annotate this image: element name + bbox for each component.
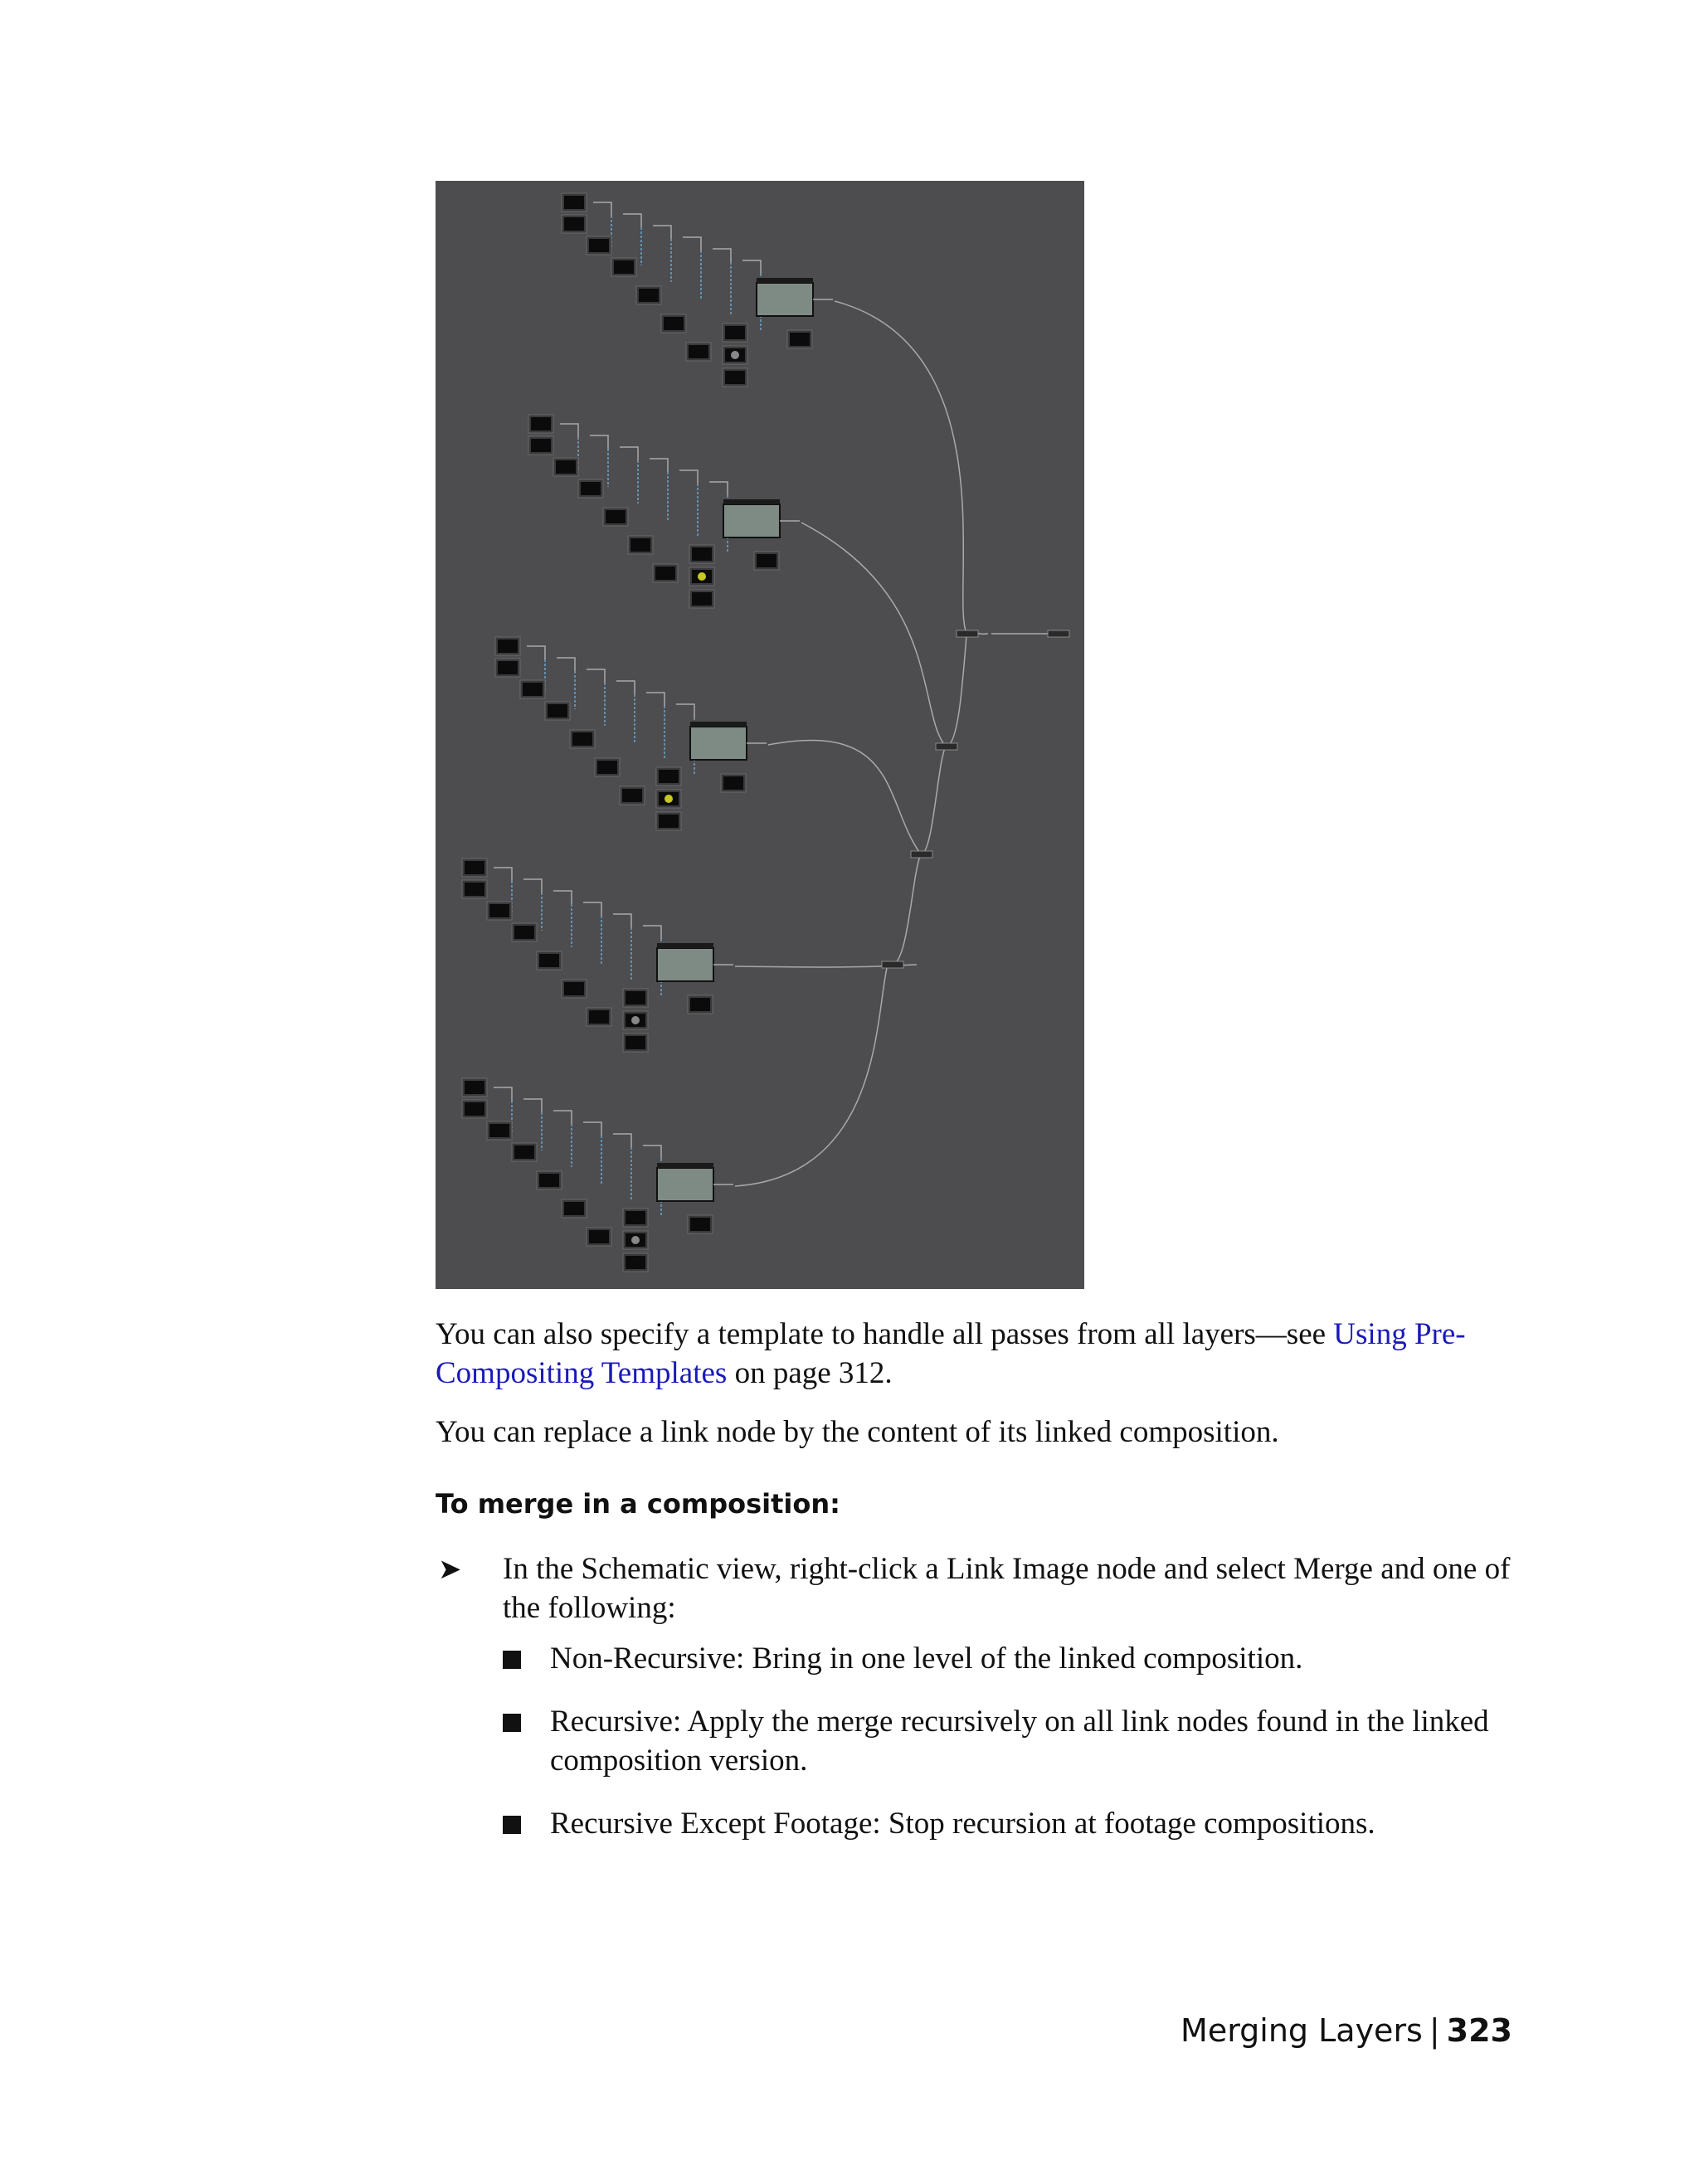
group-4-lower-node-0 — [626, 991, 645, 1004]
group-3-step-wire-4 — [646, 693, 665, 706]
tree-merge-node-2 — [911, 851, 932, 858]
group-4-step-wire-0 — [494, 868, 512, 881]
group-3-merge-node — [690, 727, 747, 760]
group-5-step-wire-2 — [553, 1111, 572, 1124]
group-3-lower-dot — [665, 795, 673, 803]
tree-wire-a — [835, 301, 966, 633]
group-3-node-6 — [622, 789, 642, 802]
square-bullet-icon — [503, 1816, 521, 1834]
group-1-node-2 — [589, 239, 609, 252]
group-5-side-node — [690, 1218, 710, 1231]
group-1-node-0 — [564, 196, 584, 209]
group-4-step-wire-4 — [613, 914, 631, 927]
group-1-step-wire-3 — [683, 237, 701, 251]
group-2-node-6 — [655, 567, 675, 580]
group-2-step-wire-4 — [679, 470, 698, 484]
group-2-lower-dot — [698, 572, 706, 581]
group-5-node-2 — [489, 1124, 509, 1137]
group-1-step-wire-2 — [653, 226, 671, 239]
replace-paragraph: You can replace a link node by the content of its linked composition. — [436, 1415, 1279, 1449]
group-3-merge-node-header — [690, 722, 747, 727]
group-4-merge-node-header — [657, 943, 713, 948]
tree-merge-node-4 — [1048, 630, 1069, 637]
tree-wire-g — [946, 635, 966, 747]
square-bullet-icon — [503, 1714, 521, 1732]
group-2-node-3 — [581, 482, 601, 495]
group-1-node-5 — [664, 317, 684, 330]
group-5-step-wire-1 — [523, 1099, 542, 1112]
group-1-step-wire-1 — [623, 214, 641, 227]
tree-wire-i — [892, 854, 921, 965]
group-5-step-wire-3 — [583, 1122, 601, 1136]
group-5-node-4 — [539, 1174, 559, 1187]
group-1-node-4 — [639, 289, 659, 302]
group-5-step-wire-4 — [613, 1134, 631, 1147]
group-5-step-wire-5 — [643, 1146, 661, 1159]
group-5-lower-node-2 — [626, 1256, 645, 1269]
group-4-side-node — [690, 998, 710, 1011]
group-1-lower-dot — [731, 351, 739, 359]
group-4-node-0 — [465, 861, 484, 874]
group-1-step-wire-4 — [713, 249, 731, 262]
group-2-node-4 — [606, 510, 626, 523]
footer-section-title: Merging Layers — [1181, 2012, 1423, 2049]
group-3-step-wire-5 — [676, 704, 694, 717]
group-5-merge-node — [657, 1168, 713, 1201]
schematic-graph — [436, 181, 1084, 1289]
group-3-step-wire-3 — [616, 681, 635, 694]
group-2-side-node — [757, 554, 776, 567]
group-3-node-5 — [597, 761, 617, 774]
group-3-node-3 — [548, 704, 567, 717]
tree-wire-e — [735, 965, 888, 1186]
option-recursive-except-footage: Recursive Except Footage: Stop recursion at footage compositions. — [550, 1807, 1375, 1841]
tree-merge-node-3 — [882, 961, 903, 968]
option-recursive: Recursive: Apply the merge recursively on all link nodes found in the linked composition version. — [550, 1705, 1489, 1778]
precomp-templates-link[interactable]: Using Pre-Compositing Templates — [436, 1317, 1466, 1390]
group-3-node-4 — [572, 732, 592, 746]
group-2-merge-node — [723, 504, 780, 537]
group-2-node-1 — [531, 439, 551, 452]
intro-paragraph — [436, 1315, 1514, 1393]
group-3-lower-node-2 — [659, 815, 679, 828]
tree-wire-h — [921, 747, 946, 854]
group-1-step-wire-0 — [593, 202, 611, 216]
page-number: 323 — [1446, 2012, 1512, 2049]
group-4-step-wire-1 — [523, 879, 542, 893]
intro-tail: on page 312. — [727, 1356, 893, 1390]
group-1-step-wire-5 — [742, 260, 761, 274]
group-2-step-wire-3 — [650, 459, 668, 472]
intro-text: You can also specify a template to handle all passes from all layers—see — [436, 1317, 1334, 1351]
step-arrow-icon: ➤ — [438, 1553, 462, 1586]
footer-separator: | — [1429, 2012, 1440, 2049]
group-5-node-6 — [589, 1230, 609, 1243]
group-4-node-6 — [589, 1010, 609, 1024]
tree-merge-node-0 — [957, 630, 978, 637]
group-3-node-1 — [498, 661, 518, 674]
group-3-step-wire-2 — [587, 669, 605, 683]
group-2-lower-node-2 — [692, 592, 712, 606]
group-3-lower-node-0 — [659, 770, 679, 783]
option-non-recursive: Non-Recursive: Bring in one level of the linked composition. — [550, 1642, 1303, 1676]
group-4-node-3 — [514, 926, 534, 939]
page-footer — [1181, 2011, 1512, 2050]
group-1-merge-node-header — [757, 278, 813, 283]
group-5-node-1 — [465, 1102, 484, 1116]
group-1-node-1 — [564, 217, 584, 231]
schematic-screenshot — [436, 181, 1084, 1289]
group-2-step-wire-5 — [709, 482, 728, 495]
group-5-step-wire-0 — [494, 1087, 512, 1101]
group-3-step-wire-1 — [557, 658, 575, 671]
step-text: In the Schematic view, right-click a Link Image node and select Merge and one of the following: — [503, 1552, 1511, 1625]
group-4-step-wire-3 — [583, 902, 601, 916]
group-3-step-wire-0 — [527, 646, 545, 659]
group-4-node-2 — [489, 904, 509, 917]
group-5-node-3 — [514, 1146, 534, 1159]
group-5-merge-node-header — [657, 1163, 713, 1168]
group-5-lower-dot — [631, 1236, 640, 1244]
group-4-node-1 — [465, 883, 484, 896]
group-1-lower-node-0 — [725, 326, 745, 339]
group-2-merge-node-header — [723, 499, 780, 504]
group-1-side-node — [790, 333, 810, 346]
group-5-lower-node-0 — [626, 1211, 645, 1224]
group-2-node-5 — [630, 538, 650, 552]
tree-merge-node-1 — [936, 743, 957, 750]
group-2-step-wire-2 — [620, 447, 638, 460]
group-3-node-2 — [523, 683, 543, 696]
group-2-lower-node-0 — [692, 547, 712, 561]
group-4-step-wire-5 — [643, 926, 661, 939]
group-1-merge-node — [757, 283, 813, 316]
group-2-step-wire-1 — [590, 435, 608, 449]
group-1-node-3 — [614, 260, 634, 274]
group-4-step-wire-2 — [553, 891, 572, 904]
group-1-node-6 — [689, 345, 708, 358]
group-2-node-0 — [531, 417, 551, 430]
group-4-merge-node — [657, 948, 713, 981]
group-3-node-0 — [498, 640, 518, 653]
group-4-lower-dot — [631, 1016, 640, 1024]
group-4-node-5 — [564, 982, 584, 995]
tree-wire-b — [801, 523, 946, 747]
group-5-node-0 — [465, 1081, 484, 1094]
group-4-node-4 — [539, 954, 559, 967]
square-bullet-icon — [503, 1651, 521, 1669]
group-2-step-wire-0 — [560, 424, 578, 437]
group-5-node-5 — [564, 1202, 584, 1215]
tree-wire-c — [768, 741, 921, 854]
group-3-side-node — [723, 776, 743, 790]
group-4-lower-node-2 — [626, 1036, 645, 1049]
group-1-lower-node-2 — [725, 371, 745, 384]
group-2-node-2 — [556, 460, 576, 474]
procedure-heading: To merge in a composition: — [436, 1488, 840, 1520]
